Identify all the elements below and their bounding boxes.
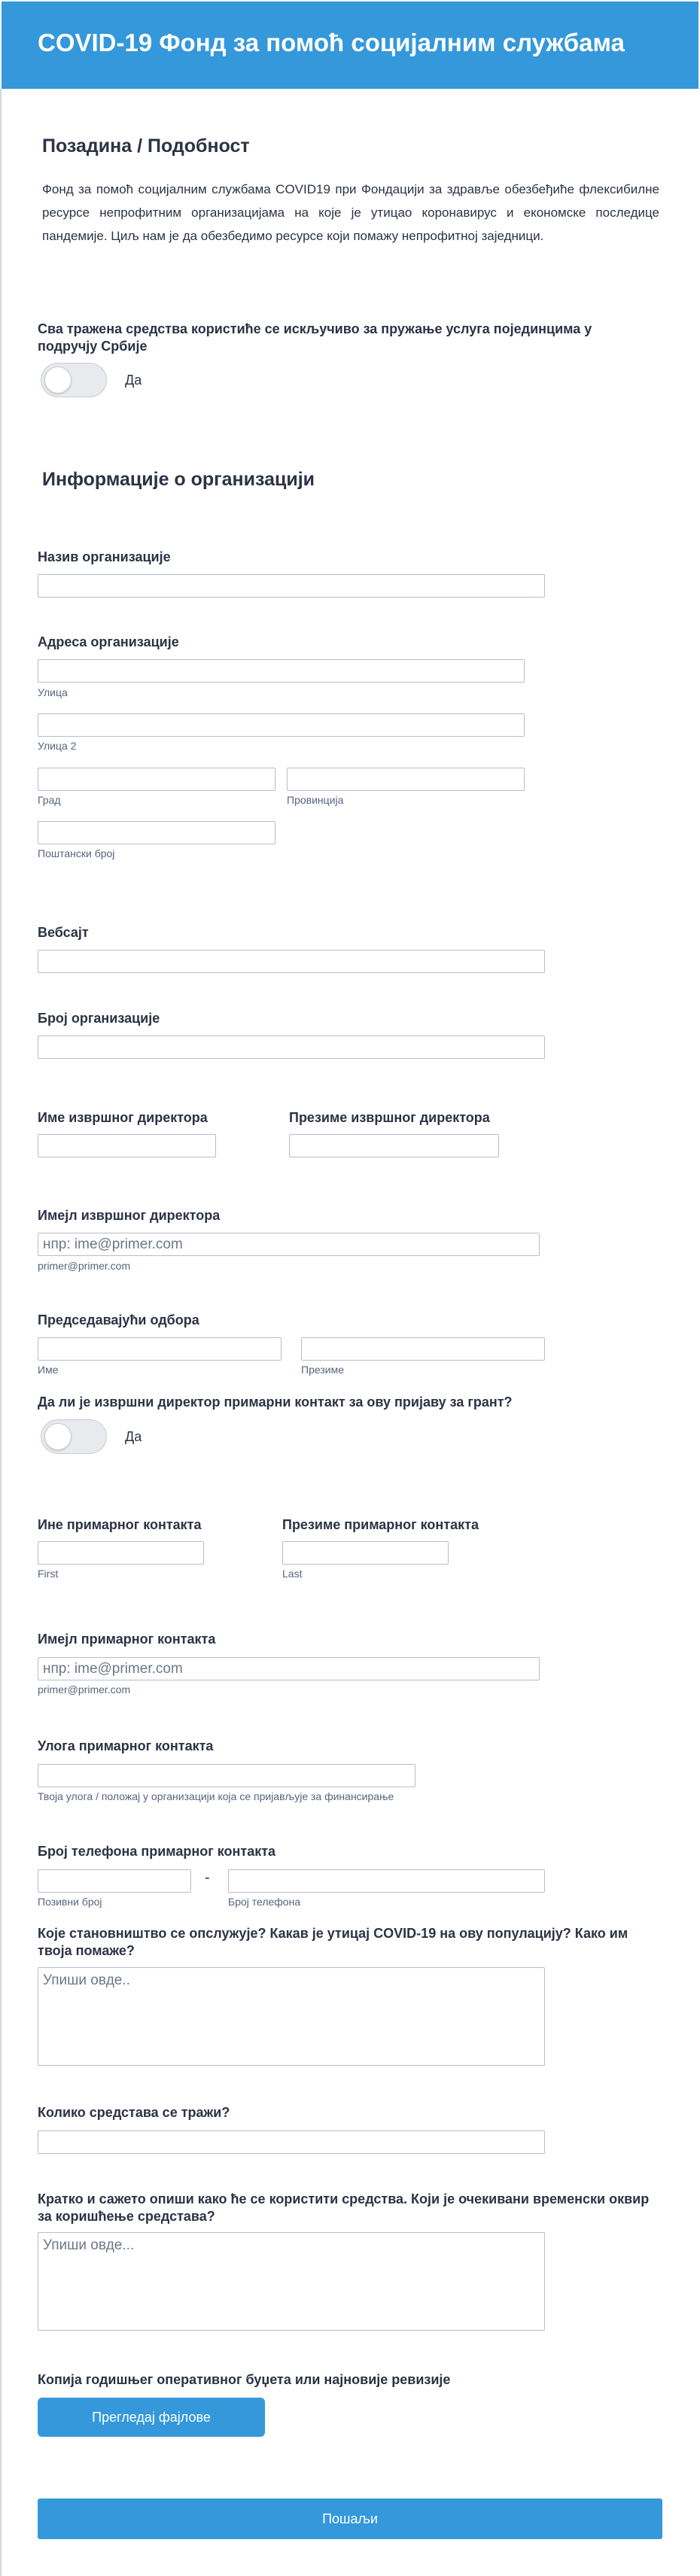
director-email-sublabel: primer@primer.com [38,1260,131,1272]
street2-sublabel: Улица 2 [38,740,77,752]
org-number-label: Број организације [38,1011,160,1026]
contact-last-sublabel: Last [282,1568,303,1580]
contact-role-sublabel: Твоја улога / положај у организацији која се пријављује за финансирање [38,1790,394,1802]
website-input[interactable] [38,950,545,973]
org-info-heading: Информације о организацији [42,469,315,490]
toggle-knob [44,366,72,394]
director-first-input[interactable] [38,1134,216,1157]
contact-phone-label: Број телефона примарног контакта [38,1844,276,1859]
population-textarea[interactable]: Упиши овде.. [38,1967,545,2066]
board-chair-last-input[interactable] [301,1337,545,1361]
street2-input[interactable] [38,713,525,737]
browse-files-button[interactable]: Прегледај фајлове [38,2398,265,2437]
org-address-label: Адреса организације [38,634,179,649]
eligibility-toggle-text: Да [125,373,142,388]
form-title: COVID-19 Фонд за помоћ социјалним службама [38,29,625,56]
director-email-input[interactable]: нпр: ime@primer.com [38,1233,540,1256]
primary-contact-toggle[interactable] [41,1419,107,1454]
submit-button[interactable]: Пошаљи [38,2498,662,2539]
primary-contact-toggle-text: Да [125,1429,142,1444]
contact-role-label: Улога примарног контакта [38,1738,214,1753]
director-email-label: Имејл извршног директора [38,1208,221,1223]
director-last-input[interactable] [289,1134,499,1157]
phone-area-input[interactable] [38,1869,191,1893]
left-border [0,89,2,2576]
contact-email-sublabel: primer@primer.com [38,1683,131,1696]
contact-role-input[interactable] [38,1764,415,1787]
budget-label: Копија годишњег оперативног буџета или најновије ревизије [38,2372,451,2387]
toggle-knob [44,1423,72,1450]
director-first-label: Име извршног директора [38,1110,208,1125]
street-input[interactable] [38,659,525,683]
eligibility-toggle[interactable] [41,363,107,397]
contact-last-input[interactable] [282,1541,449,1565]
background-heading: Позадина / Подобност [42,135,250,157]
usage-label: Кратко и сажето опиши како ће се користити средства. Који је очекивани временски оквир за коришћење средстава? [38,2191,650,2224]
province-sublabel: Провинција [287,794,344,806]
contact-last-label: Презиме примарног контакта [282,1517,479,1532]
phone-dash: - [205,1869,210,1886]
board-chair-last-sublabel: Презиме [301,1364,344,1376]
phone-number-input[interactable] [228,1869,545,1893]
usage-textarea[interactable]: Упиши овде... [38,2232,545,2331]
postal-sublabel: Поштански број [38,847,115,859]
contact-email-input[interactable]: нпр: ime@primer.com [38,1657,540,1680]
contact-first-label: Ине примарног контакта [38,1517,202,1532]
director-last-label: Презиме извршног директора [289,1110,490,1125]
org-number-input[interactable] [38,1036,545,1059]
province-input[interactable] [287,768,525,791]
city-input[interactable] [38,768,275,791]
board-chair-first-input[interactable] [38,1337,282,1361]
phone-number-sublabel: Број телефона [228,1896,301,1908]
amount-label: Колико средстава се тражи? [38,2105,230,2120]
contact-first-sublabel: First [38,1568,59,1580]
form-header [2,2,698,89]
phone-area-sublabel: Позивни број [38,1896,102,1908]
population-label: Које становништво се опслужује? Какав је утицај COVID-19 на ову популацију? Како им твоја помаже? [38,1926,628,1958]
contact-first-input[interactable] [38,1541,204,1565]
city-sublabel: Град [38,794,61,806]
postal-input[interactable] [38,821,275,844]
board-chair-first-sublabel: Име [38,1364,59,1376]
org-name-label: Назив организације [38,549,171,564]
website-label: Вебсајт [38,925,89,940]
amount-input[interactable] [38,2130,545,2154]
contact-email-label: Имејл примарног контакта [38,1632,216,1647]
street-sublabel: Улица [38,686,68,698]
org-name-input[interactable] [38,574,545,598]
board-chair-label: Председавајући одбора [38,1312,199,1328]
background-text: Фонд за помоћ социјалним службама COVID19 при Фондацији за здравље обезбеђиће флексибилне ресурсе непрофитним организацијама на које је утицао коронавирус и економске последице пандемије. Циљ нам је да обезбедимо ресурсе који помажу непрофитној заједници. [42,182,659,243]
eligibility-label: Сва тражена средства користиће се искључиво за пружање услуга појединцима у подручју Србије [38,321,592,354]
primary-contact-question-label: Да ли је извршни директор примарни контакт за ову пријаву за грант? [38,1394,513,1410]
